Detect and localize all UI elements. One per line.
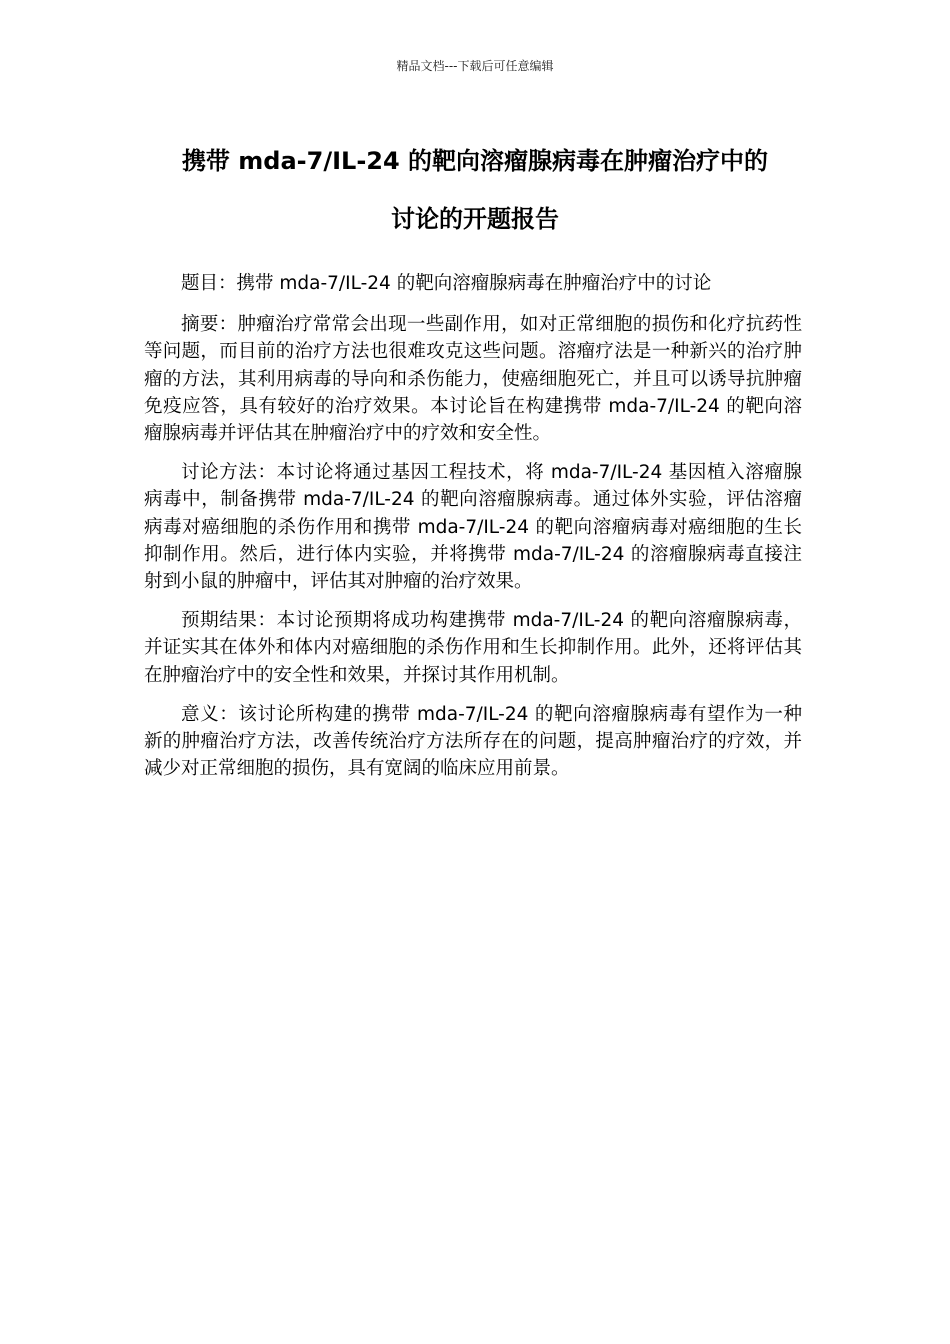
paragraph-significance: 意义：该讨论所构建的携带 mda-7/IL-24 的靶向溶瘤腺病毒有望作为一种新的肿瘤治疗方法，改善传统治疗方法所存在的问题，提高肿瘤治疗的疗效，并减少对正常细胞的损伤，具有宽阔的临床应用前景。 — [144, 703, 802, 780]
paragraph-abstract: 摘要：肿瘤治疗常常会出现一些副作用，如对正常细胞的损伤和化疗抗药性等问题，而目前的治疗方法也很难攻克这些问题。溶瘤疗法是一种新兴的治疗肿瘤的方法，其利用病毒的导向和杀伤能力，使癌细胞死亡，并且可以诱导抗肿瘤免疫应答，具有较好的治疗效果。本讨论旨在构建携带 mda-7/IL-24 的靶向溶瘤腺病毒并评估其在肿瘤治疗中的疗效和安全性。 — [144, 314, 802, 445]
document-title — [120, 132, 830, 248]
title-line-2: 讨论的开题报告 — [391, 205, 559, 233]
paragraph-expected-results: 预期结果：本讨论预期将成功构建携带 mda-7/IL-24 的靶向溶瘤腺病毒，并证实其在体外和体内对癌细胞的杀伤作用和生长抑制作用。此外，还将评估其在肿瘤治疗中的安全性和效果，并探讨其作用机制。 — [144, 610, 802, 686]
header-note: 精品文档---下载后可任意编辑 — [396, 59, 554, 73]
document-body — [144, 270, 802, 794]
paragraph-topic: 题目：携带 mda-7/IL-24 的靶向溶瘤腺病毒在肿瘤治疗中的讨论 — [181, 273, 712, 294]
title-line-1: 携带 mda-7/IL-24 的靶向溶瘤腺病毒在肿瘤治疗中的 — [181, 147, 769, 175]
paragraph-methods: 讨论方法：本讨论将通过基因工程技术，将 mda-7/IL-24 基因植入溶瘤腺病毒中，制备携带 mda-7/IL-24 的靶向溶瘤腺病毒。通过体外实验，评估溶瘤病毒对癌细胞的杀伤作用和携带 mda-7/IL-24 的靶向溶瘤病毒对癌细胞的生长抑制作用。然后，进行体内实验，并将携带 mda-7/IL-24 的溶瘤腺病毒直接注射到小鼠的肿瘤中，评估其对肿瘤的治疗效果。 — [144, 462, 802, 593]
